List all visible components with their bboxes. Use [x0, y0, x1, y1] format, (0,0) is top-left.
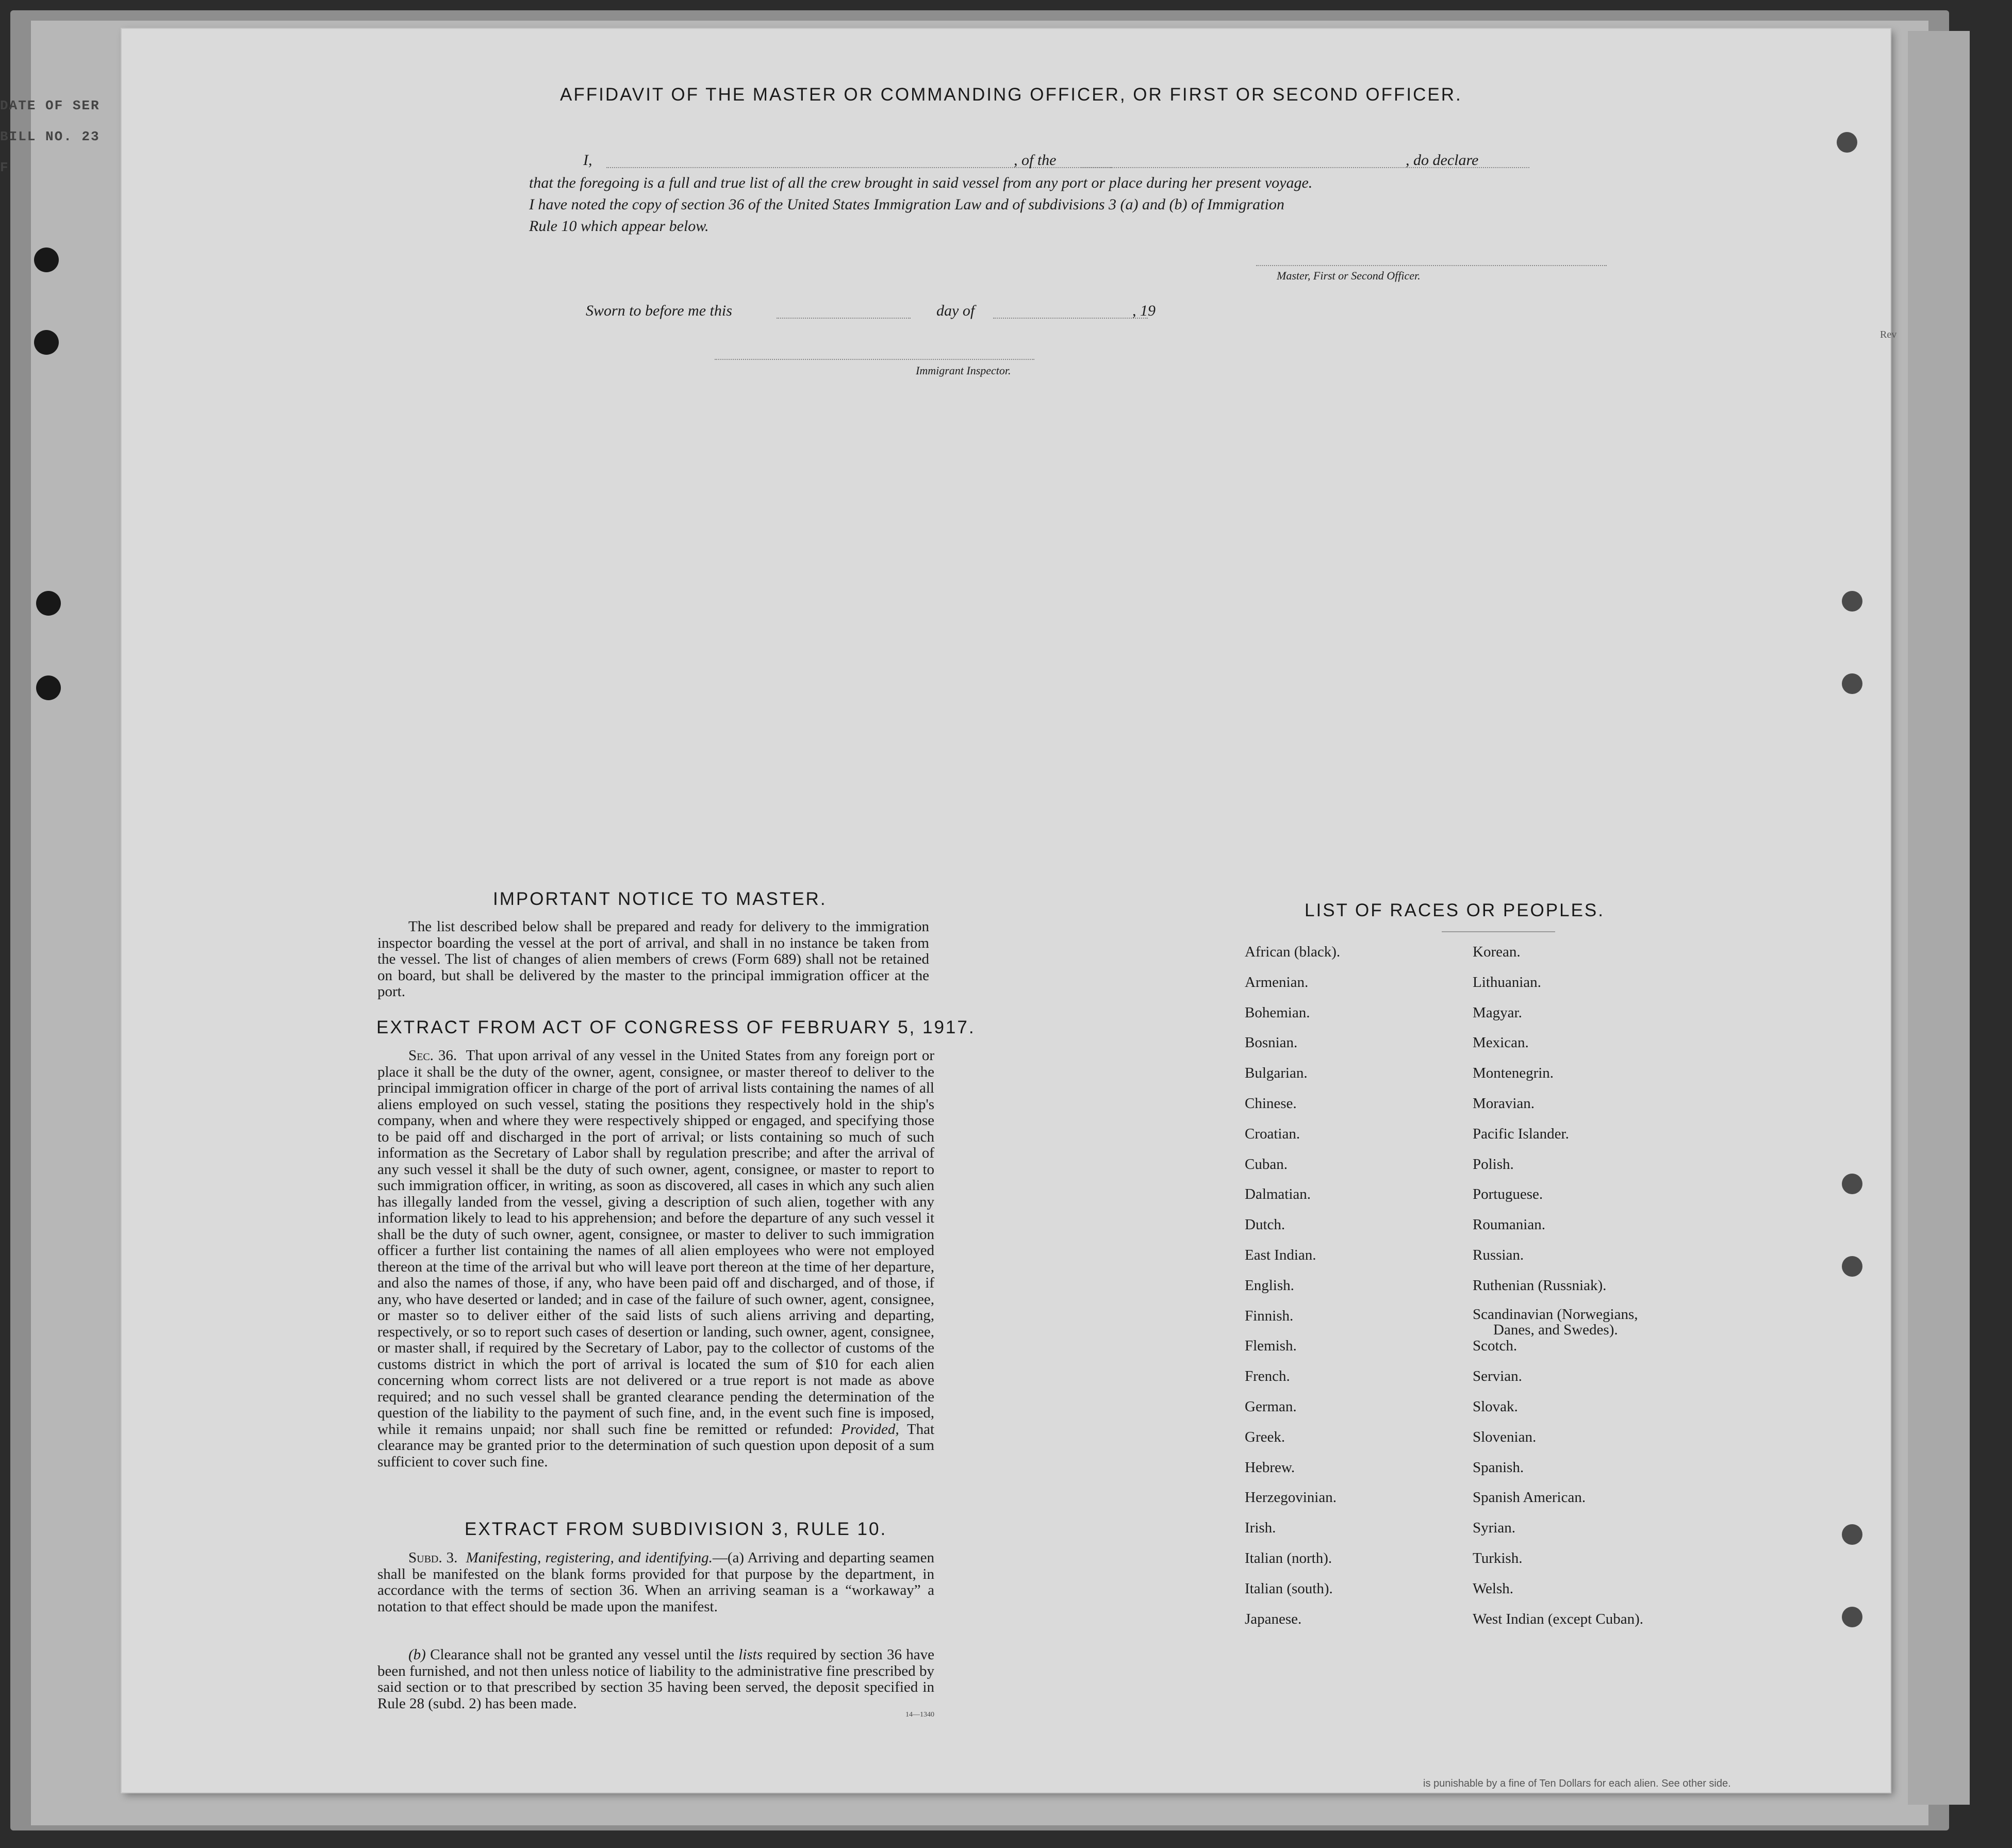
- race-item: Chinese.: [1245, 1095, 1297, 1112]
- races-rule: [1442, 931, 1555, 932]
- notice-title: IMPORTANT NOTICE TO MASTER.: [493, 889, 827, 909]
- punch-hole: [1842, 1524, 1862, 1545]
- form-number: 14—1340: [905, 1711, 934, 1719]
- race-item: Dalmatian.: [1245, 1186, 1311, 1203]
- signature-line: [1256, 265, 1607, 266]
- subd-3-b2: required by section 36 have been furnished, and not then unless notice of liability to the administrative fine prescribed by said section or to that prescribed by section 35 having been served, the deposit specified in Rule 28 (subd. 2) has been made.: [377, 1646, 935, 1712]
- affidavit-declare: , do declare: [1406, 152, 1479, 169]
- affidavit-line3: I have noted the copy of section 36 of the United States Immigration Law and of subdivisions 3 (a) and (b) of Immigration: [529, 196, 1284, 213]
- page-edge: [1908, 31, 1970, 1805]
- sworn-text: Sworn to before me this: [586, 302, 732, 319]
- punch-hole: [1842, 673, 1862, 694]
- day-of-text: day of: [936, 302, 975, 319]
- subd-3-a: —(a) Arriving and departing seamen shall be manifested on the blank forms provided for that purpose by the department, in accordance with the terms of section 36. When an arriving seaman is a “workaway” a notation to that effect should be made upon the manifest.: [377, 1549, 934, 1615]
- month-blank: [993, 318, 1148, 319]
- affidavit-of-the: , of the: [1014, 152, 1057, 169]
- race-item: French.: [1245, 1368, 1290, 1385]
- race-item: Finnish.: [1245, 1307, 1294, 1324]
- punch-hole: [36, 591, 61, 616]
- affidavit-title: AFFIDAVIT OF THE MASTER OR COMMANDING OFFICER, OR FIRST OR SECOND OFFICER.: [560, 85, 1462, 105]
- day-blank: [777, 318, 911, 319]
- punch-hole: [1842, 591, 1862, 612]
- lists-word: lists: [738, 1646, 763, 1663]
- race-item: Syrian.: [1473, 1520, 1515, 1537]
- bleed-through-footer: is punishable by a fine of Ten Dollars for each alien. See other side.: [1423, 1778, 1731, 1789]
- stamp-line: F: [0, 160, 9, 175]
- race-item-line2: Danes, and Swedes).: [1493, 1321, 1618, 1338]
- race-item: Bohemian.: [1245, 1004, 1310, 1021]
- race-item: Pacific Islander.: [1473, 1125, 1569, 1142]
- races-left-column: [1245, 943, 1340, 1640]
- sec-36-body: That upon arrival of any vessel in the United States from any foreign port or place it shall be the duty of the owner, agent, consignee, or master thereof to deliver to the principal immigration officer in charge of the port of arrival lists containing the names of all aliens employed on such vessel, stating the positions they respectively hold in the ship's company, when and where they were respectively shipped or engaged, and specifying those to be paid off and discharged in the port of arrival; or lists containing so much of such information as the Secretary of Labor shall by regulation prescribe; and after the arrival of any such vessel it shall be the duty of such owner, agent, consignee, or master to report to such immigration officer, in writing, as soon as discovered, all cases in which any such alien has illegally landed from the vessel, giving a description of such alien, together with any information likely to lead to his apprehension; and before the departure of any such vessel it shall be the duty of such owner, agent, consignee, or master to deliver to such immigration officer a further list containing the names of all alien employees who were not employed thereon at the time of the arrival but who will leave port thereon at the time of her departure, and also the names of those, if any, who have been paid off and discharged, and of those, if any, who have deserted or landed; and in case of the failure of such owner, agent, consignee, or master so to deliver either of the said lists of such aliens arriving and departing, respectively, or so to report such cases of desertion or landing, such owner, agent, consignee, or master shall, if required by the Secretary of Labor, pay to the collector of customs of the customs district in which the port of arrival is located the sum of $10 for each alien concerning whom correct lists are not delivered or a true report is not made as above required; and no such vessel shall be granted clearance pending the determination of the question of the liability to the payment of such fine, and, in the event such fine is imposed, while it remains unpaid; nor shall such fine be remitted or refunded:: [377, 1047, 935, 1438]
- race-item: Ruthenian (Russniak).: [1473, 1277, 1607, 1294]
- punch-hole: [34, 330, 59, 355]
- provided-word: Provided,: [841, 1421, 899, 1438]
- race-item: East Indian.: [1245, 1246, 1316, 1263]
- b-label: (b): [408, 1646, 426, 1663]
- race-item: Moravian.: [1473, 1095, 1535, 1112]
- race-item: Bulgarian.: [1245, 1065, 1308, 1082]
- stamp-line: BILL NO. 23: [0, 129, 100, 144]
- race-item: Japanese.: [1245, 1610, 1302, 1627]
- race-item: Slovak.: [1473, 1398, 1518, 1415]
- sec-36-text: [377, 1048, 934, 1470]
- race-item: Korean.: [1473, 944, 1521, 960]
- extract-rule-title: EXTRACT FROM SUBDIVISION 3, RULE 10.: [465, 1519, 887, 1539]
- race-item: Slovenian.: [1473, 1428, 1537, 1445]
- race-item: English.: [1245, 1277, 1294, 1294]
- punch-hole: [36, 675, 61, 700]
- race-item: Portuguese.: [1473, 1186, 1543, 1203]
- race-item: Bosnian.: [1245, 1034, 1298, 1051]
- subd-3-b-text: [377, 1647, 934, 1712]
- race-item: Magyar.: [1473, 1004, 1522, 1021]
- race-item: Greek.: [1245, 1428, 1285, 1445]
- race-item: Polish.: [1473, 1156, 1514, 1173]
- sec-36-end: That clearance may be granted prior to the determination of such question upon deposit of a sum sufficient to cover such fine.: [377, 1421, 935, 1470]
- punch-hole: [1837, 132, 1857, 153]
- stamp-line: DATE OF SER: [0, 98, 100, 113]
- margin-stamp: [0, 98, 119, 227]
- signature-label: Master, First or Second Officer.: [1277, 269, 1421, 282]
- race-item: West Indian (except Cuban).: [1473, 1610, 1644, 1627]
- race-item: Turkish.: [1473, 1549, 1523, 1566]
- race-item: Roumanian.: [1473, 1216, 1545, 1233]
- race-item: Servian.: [1473, 1368, 1522, 1385]
- race-item: Scotch.: [1473, 1338, 1518, 1355]
- race-item: Croatian.: [1245, 1125, 1300, 1142]
- race-item: Russian.: [1473, 1246, 1524, 1263]
- race-item: German.: [1245, 1398, 1297, 1415]
- punch-hole: [1842, 1256, 1862, 1277]
- year-text: , 19: [1132, 302, 1156, 319]
- race-item: Lithuanian.: [1473, 974, 1541, 991]
- subd-3-label: Subd. 3.: [408, 1549, 458, 1566]
- races-right-column: [1473, 943, 1643, 1640]
- sec-36-label: Sec. 36.: [408, 1047, 457, 1064]
- race-item: Cuban.: [1245, 1156, 1288, 1173]
- punch-hole: [34, 248, 59, 272]
- race-item: African (black).: [1245, 944, 1341, 960]
- race-item: Mexican.: [1473, 1034, 1529, 1051]
- race-item: Italian (north).: [1245, 1549, 1332, 1566]
- subd-3-b1: Clearance shall not be granted any vessel until the: [430, 1646, 734, 1663]
- race-item: Welsh.: [1473, 1580, 1514, 1597]
- margin-mark: Rev: [1880, 329, 1897, 340]
- race-item: Dutch.: [1245, 1216, 1285, 1233]
- inspector-line: [715, 359, 1034, 360]
- race-item: Flemish.: [1245, 1338, 1297, 1355]
- race-item: Herzegovinian.: [1245, 1489, 1337, 1506]
- race-item-two-line: [1473, 1307, 1643, 1337]
- race-item: Italian (south).: [1245, 1580, 1333, 1597]
- race-item: Montenegrin.: [1473, 1065, 1554, 1082]
- notice-text: The list described below shall be prepared and ready for delivery to the immigration inspector boarding the vessel at the port of arrival, and shall in no instance be taken from the vessel. The list of changes of alien members of crews (Form 689) shall not be retained on board, but shall be delivered by the master to the principal immigration officer at the port.: [377, 918, 929, 1000]
- document-page: [122, 29, 1897, 1792]
- races-title: LIST OF RACES OR PEOPLES.: [1305, 900, 1605, 920]
- race-item-line1: Scandinavian (Norwegians,: [1473, 1306, 1638, 1323]
- race-item: Spanish.: [1473, 1459, 1524, 1476]
- affidavit-line2: that the foregoing is a full and true list of all the crew brought in said vessel from any port or place during her present voyage.: [529, 174, 1313, 191]
- subd-3-lead: Manifesting, registering, and identifying.: [466, 1549, 713, 1566]
- inspector-label: Immigrant Inspector.: [916, 364, 1011, 377]
- race-item: Spanish American.: [1473, 1489, 1586, 1506]
- subd-3-text: [377, 1550, 934, 1615]
- race-item: Irish.: [1245, 1520, 1276, 1537]
- punch-hole: [1842, 1174, 1862, 1194]
- extract-act-title: EXTRACT FROM ACT OF CONGRESS OF FEBRUARY 5, 1917.: [376, 1017, 976, 1037]
- race-item: Hebrew.: [1245, 1459, 1295, 1476]
- race-item: Armenian.: [1245, 974, 1309, 991]
- affidavit-i: I,: [583, 152, 592, 169]
- punch-hole: [1842, 1607, 1862, 1627]
- affidavit-line4: Rule 10 which appear below.: [529, 218, 709, 235]
